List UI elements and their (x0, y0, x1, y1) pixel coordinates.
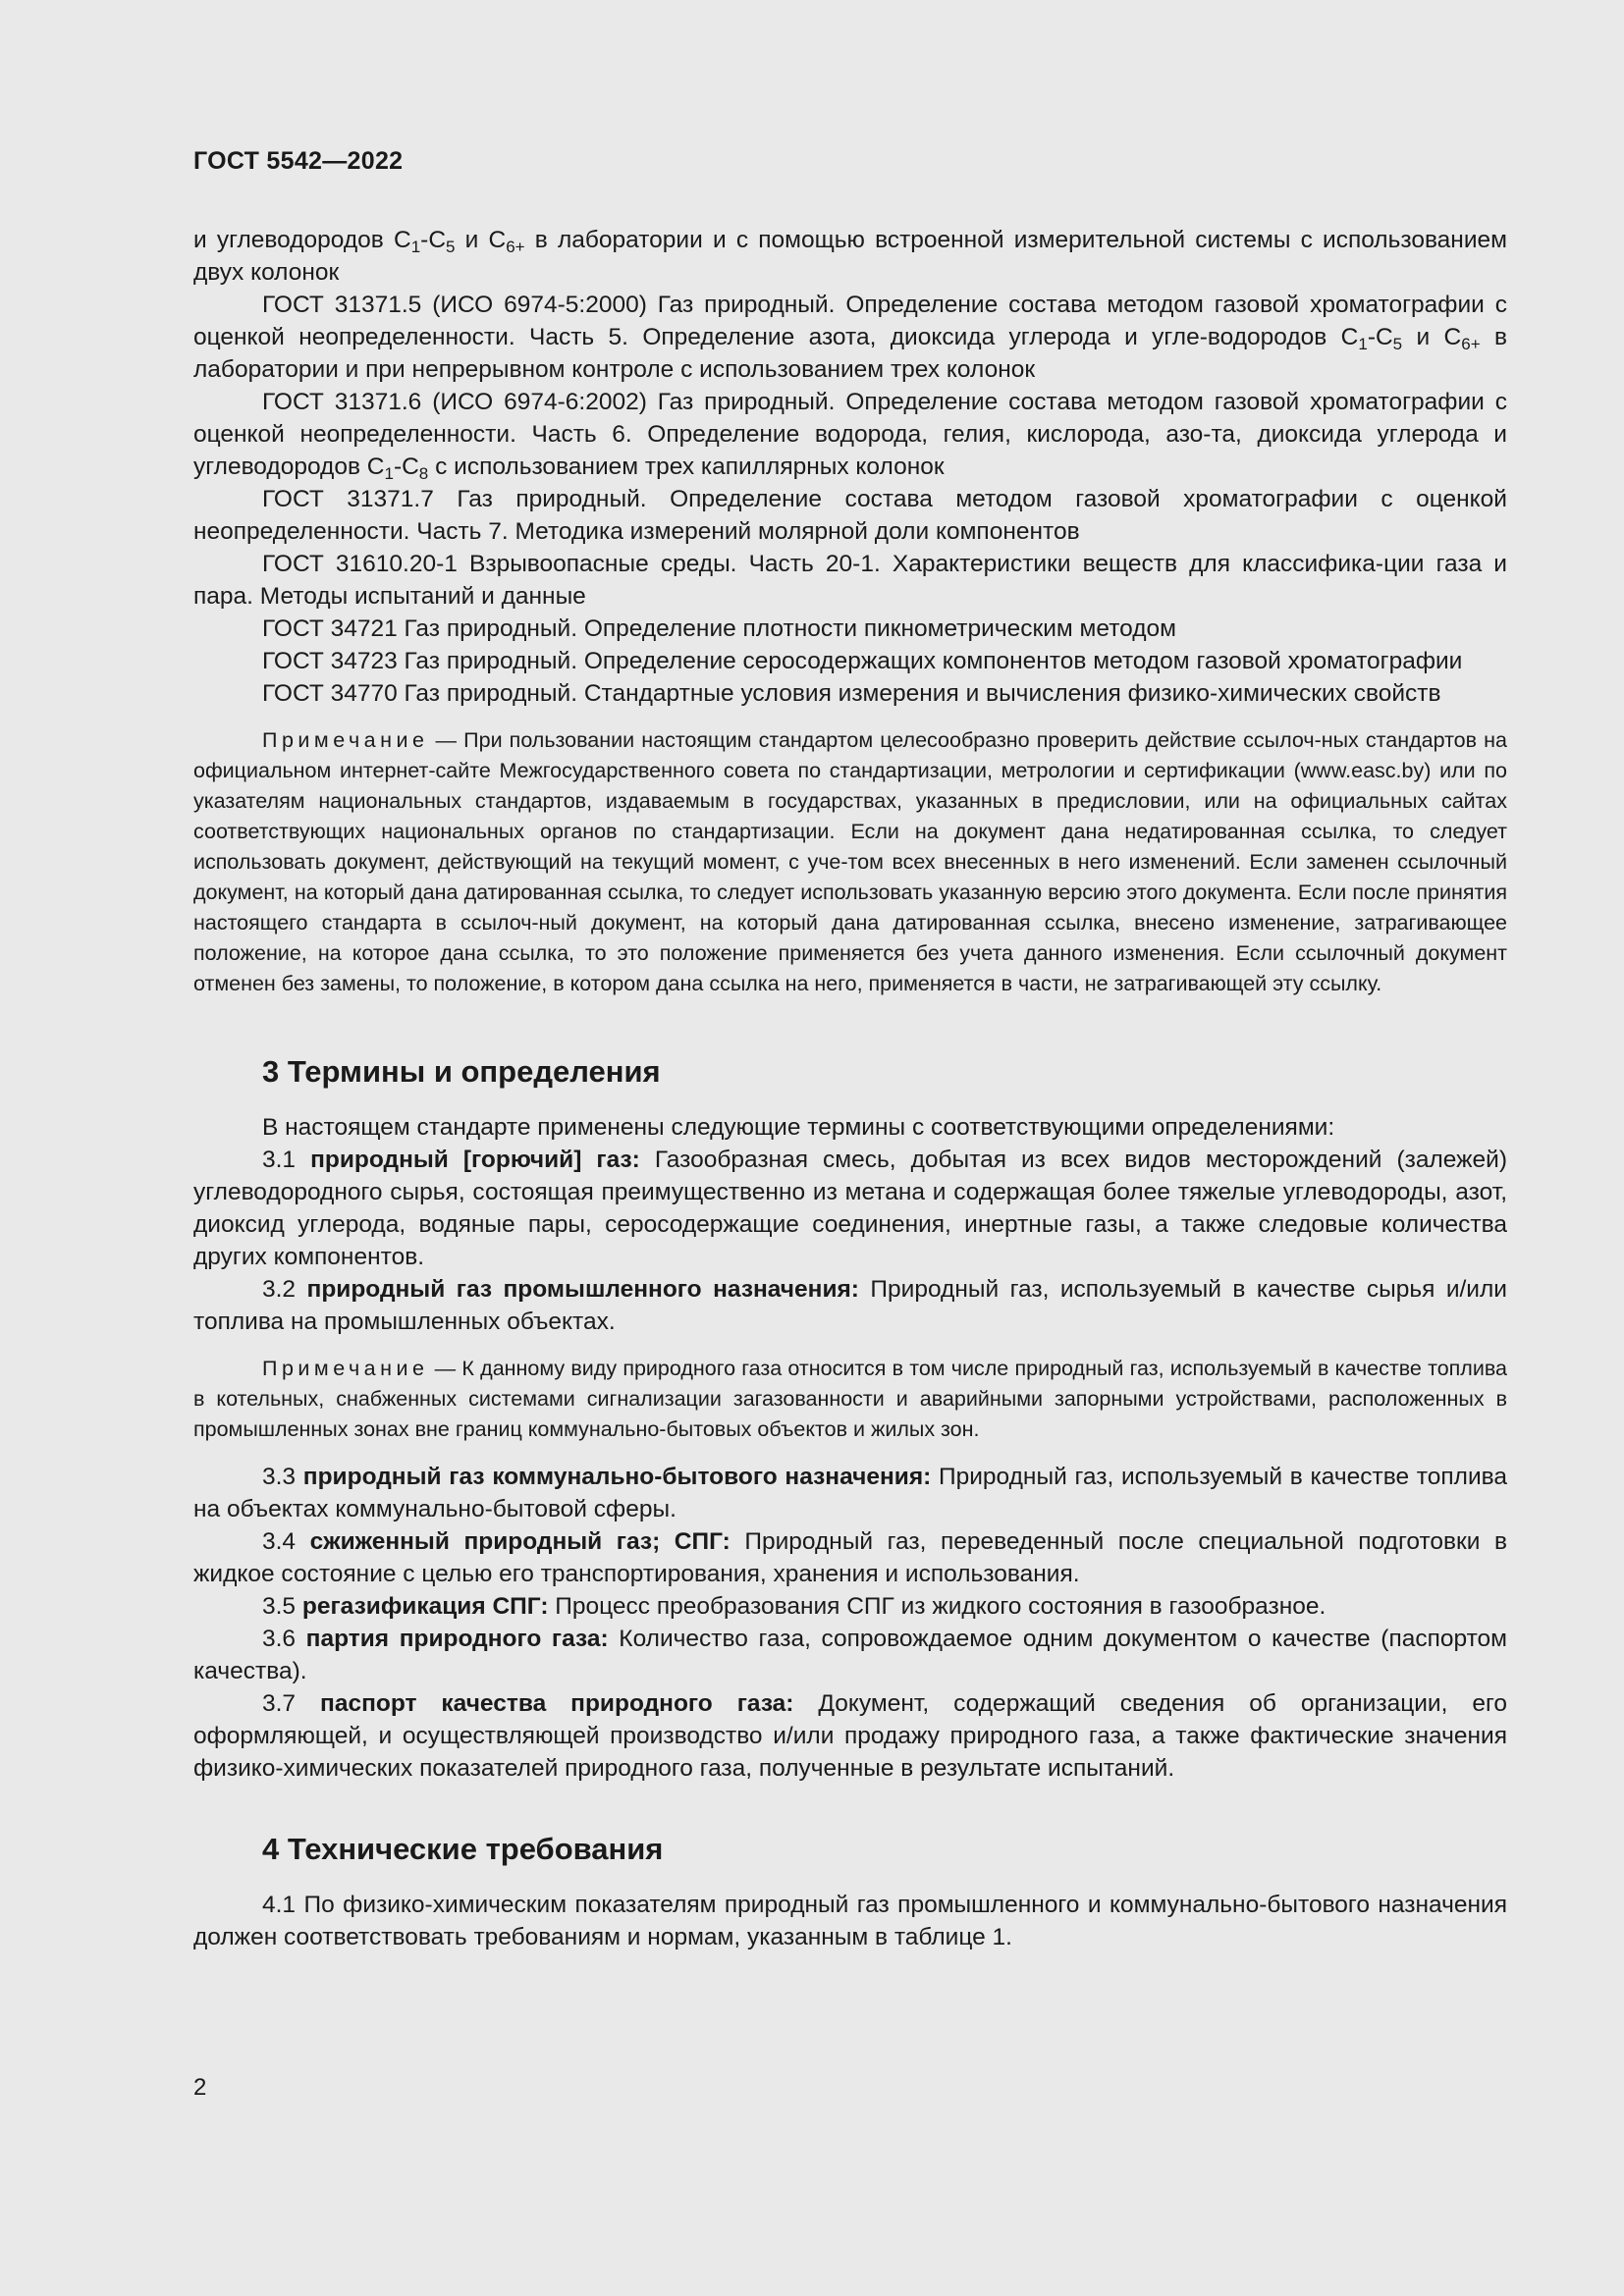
page-number: 2 (193, 2074, 207, 2101)
term-3-7: 3.7 паспорт качества природного газа: Документ, содержащий сведения об организации, его оформляющей, и осуществляющей производство и/или продажу природного газа, а также фактические значения физико-химических показателей природного газа, полученные в результате испытаний. (193, 1690, 1507, 1782)
note-references: Примечание — При пользовании настоящим стандартом целесообразно проверить действие ссылоч-ных стандартов на официальном интернет-сайте Межгосударственного совета по стандартизации, метрологии и сертификации (www.easc.by) или по указателям национальных стандартов, издаваемым в государствах, указанных в предисловии, или на официальных сайтах соответствующих национальных органов по стандартизации. Если на документ дана недатированная ссылка, то следует использовать документ, действующий на текущий момент, с уче-том всех внесенных в него изменений. Если заменен ссылочный документ, на который дана датированная ссылка, то следует использовать указанную версию этого документа. Если после принятия настоящего стандарта в ссылоч-ный документ, на который дана датированная ссылка, внесено изменение, затрагивающее положение, на которое дана ссылка, то это положение применяется без учета данного изменения. Если ссылочный документ отменен без замены, то положение, в котором дана ссылка на него, применяется в части, не затрагивающей эту ссылку. (193, 728, 1507, 995)
reference-gost-34721: ГОСТ 34721 Газ природный. Определение плотности пикнометрическим методом (262, 615, 1176, 642)
section-3-intro: В настоящем стандарте применены следующие термины с соответствующими определениями: (262, 1114, 1335, 1141)
reference-gost-31371-7: ГОСТ 31371.7 Газ природный. Определение состава методом газовой хроматографии с оценкой неопределенности. Часть 7. Методика измерений молярной доли компонентов (193, 486, 1507, 545)
term-3-2: 3.2 природный газ промышленного назначения: Природный газ, используемый в качестве сырья и/или топлива на промышленных объектах. (193, 1276, 1507, 1335)
term-3-5: 3.5 регазификация СПГ: Процесс преобразования СПГ из жидкого состояния в газообразное. (262, 1593, 1326, 1620)
term-3-6: 3.6 партия природного газа: Количество газа, сопровождаемое одним документом о качестве (паспортом качества). (193, 1626, 1507, 1684)
reference-gost-31371-6: ГОСТ 31371.6 (ИСО 6974-6:2002) Газ природный. Определение состава методом газовой хроматографии с оценкой неопределенности. Часть 6. Определение водорода, гелия, кислорода, азо-та, диоксида углерода и углеводородов $С_1-С_8$ с использованием трех капиллярных колонок (193, 389, 1507, 483)
reference-gost-34770: ГОСТ 34770 Газ природный. Стандартные условия измерения и вычисления физико-химических свойств (262, 680, 1441, 707)
reference-continuation: и углеводородов $С_1-С_5$ и $С_{6+}$ в лаборатории и с помощью встроенной измерительной системы с использованием двух колонок (193, 227, 1507, 286)
clause-4-1: 4.1 По физико-химическим показателям природный газ промышленного и коммунально-бытового назначения должен соответствовать требованиям и нормам, указанным в таблице 1. (193, 1892, 1507, 1950)
term-3-3: 3.3 природный газ коммунально-бытового назначения: Природный газ, используемый в качестве топлива на объектах коммунально-бытовой сферы. (193, 1464, 1507, 1522)
reference-gost-34723: ГОСТ 34723 Газ природный. Определение серосодержащих компонентов методом газовой хроматографии (262, 648, 1463, 674)
section-3-heading: 3 Термины и определения (262, 1054, 661, 1089)
term-3-4: 3.4 сжиженный природный газ; СПГ: Природный газ, переведенный после специальной подготовки в жидкое состояние с целью его транспортирования, хранения и использования. (193, 1528, 1507, 1587)
document-header: ГОСТ 5542—2022 (193, 147, 404, 175)
document-body (193, 224, 1507, 1953)
reference-gost-31610-20-1: ГОСТ 31610.20-1 Взрывоопасные среды. Часть 20-1. Характеристики веществ для классифика-ции газа и пара. Методы испытаний и данные (193, 551, 1507, 610)
note-label: Примечание (262, 1357, 429, 1380)
note-label: Примечание (262, 728, 429, 752)
note-term-3-2: Примечание — К данному виду природного газа относится в том числе природный газ, используемый в качестве топлива в котельных, снабженных системами сигнализации загазованности и аварийными запорными устройствами, расположенных в промышленных зонах вне границ коммунально-бытовых объектов и жилых зон. (193, 1357, 1507, 1441)
section-4-heading: 4 Технические требования (262, 1832, 664, 1866)
term-3-1: 3.1 природный [горючий] газ: Газообразная смесь, добытая из всех видов месторождений (залежей) углеводородного сырья, состоящая преимущественно из метана и содержащая более тяжелые углеводороды, азот, диоксид углерода, водяные пары, серосодержащие соединения, инертные газы, а также следовые количества других компонентов. (193, 1147, 1507, 1270)
reference-gost-31371-5: ГОСТ 31371.5 (ИСО 6974-5:2000) Газ природный. Определение состава методом газовой хроматографии с оценкой неопределенности. Часть 5. Определение азота, диоксида углерода и угле-водородов $С_1-С_5$ и $С_{6+}$ в лаборатории и при непрерывном контроле с использованием трех колонок (193, 292, 1507, 383)
